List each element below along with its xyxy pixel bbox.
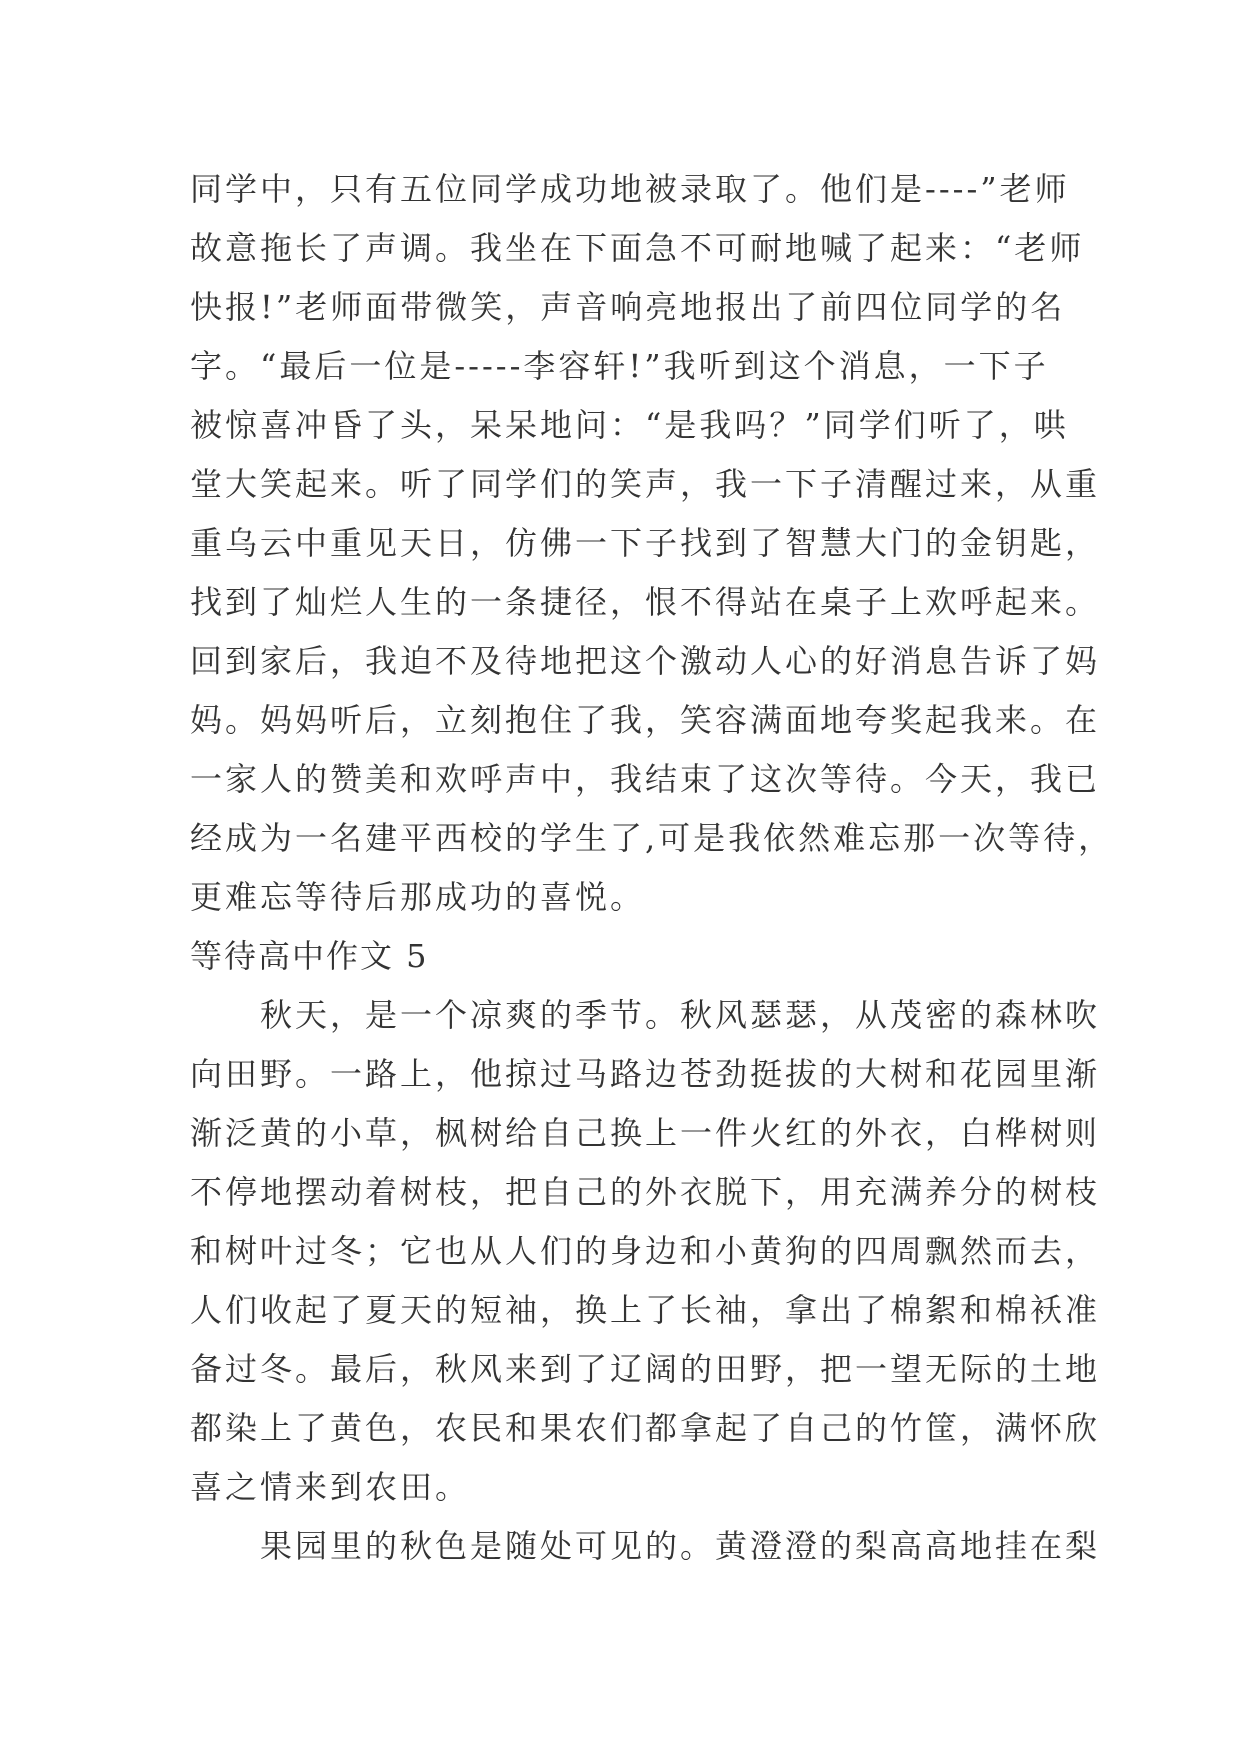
section-heading: 等待高中作文 5 (190, 937, 429, 975)
text-line: 都染上了黄色，农民和果农们都拿起了自己的竹筐，满怀欣 (190, 1409, 1101, 1447)
text-line: 喜之情来到农田。 (190, 1468, 471, 1506)
text-line: 找到了灿烂人生的一条捷径，恨不得站在桌子上欢呼起来。 (190, 583, 1101, 621)
text-line: 回到家后，我迫不及待地把这个激动人心的好消息告诉了妈 (190, 642, 1101, 680)
text-line: 和树叶过冬；它也从人们的身边和小黄狗的四周飘然而去， (190, 1232, 1101, 1270)
text-line: 妈。妈妈听后，立刻抱住了我，笑容满面地夸奖起我来。在 (190, 701, 1101, 739)
text-line: 备过冬。最后，秋风来到了辽阔的田野，把一望无际的土地 (190, 1350, 1101, 1388)
text-line: 向田野。一路上，他掠过马路边苍劲挺拔的大树和花园里渐 (190, 1055, 1101, 1093)
text-line: 字。“最后一位是-----李容轩!”我听到这个消息，一下子 (190, 347, 1049, 385)
text-line: 果园里的秋色是随处可见的。黄澄澄的梨高高地挂在梨 (260, 1527, 1101, 1565)
text-line: 被惊喜冲昏了头，呆呆地问：“是我吗？”同学们听了，哄 (190, 406, 1069, 444)
text-line: 重乌云中重见天日，仿佛一下子找到了智慧大门的金钥匙， (190, 524, 1101, 562)
text-line: 更难忘等待后那成功的喜悦。 (190, 878, 646, 916)
text-line: 渐泛黄的小草，枫树给自己换上一件火红的外衣，白桦树则 (190, 1114, 1101, 1152)
document-body (190, 160, 1114, 1576)
text-line: 同学中，只有五位同学成功地被录取了。他们是----”老师 (190, 170, 1070, 208)
text-line: 人们收起了夏天的短袖，换上了长袖，拿出了棉絮和棉袄准 (190, 1291, 1101, 1329)
text-line: 一家人的赞美和欢呼声中，我结束了这次等待。今天，我已 (190, 760, 1101, 798)
text-line: 经成为一名建平西校的学生了,可是我依然难忘那一次等待， (190, 819, 1114, 857)
text-line: 秋天，是一个凉爽的季节。秋风瑟瑟，从茂密的森林吹 (260, 996, 1101, 1034)
text-line: 不停地摆动着树枝，把自己的外衣脱下，用充满养分的树枝 (190, 1173, 1101, 1211)
text-line: 故意拖长了声调。我坐在下面急不可耐地喊了起来：“老师 (190, 229, 1085, 267)
text-line: 快报!”老师面带微笑，声音响亮地报出了前四位同学的名 (190, 288, 1066, 326)
text-line: 堂大笑起来。听了同学们的笑声，我一下子清醒过来，从重 (190, 465, 1101, 503)
